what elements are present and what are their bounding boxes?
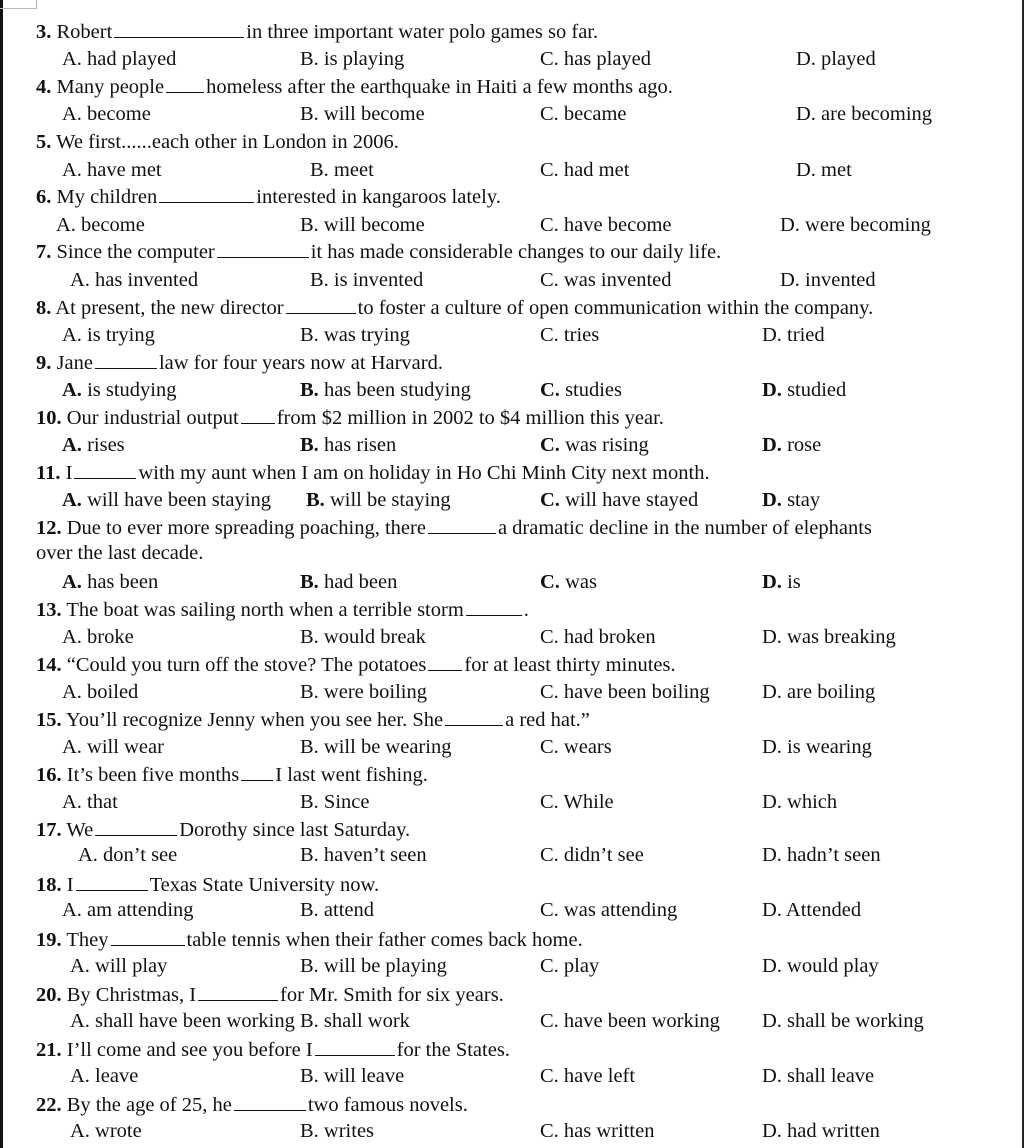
answer-option[interactable]: C. have been working: [540, 1010, 720, 1032]
answer-option[interactable]: A. leave: [70, 1065, 139, 1087]
stem-text-before: The boat was sailing north when a terrible storm: [66, 599, 464, 621]
answer-option[interactable]: D. are becoming: [796, 103, 933, 125]
question-number: 19.: [36, 929, 62, 951]
answer-option[interactable]: B. will become: [300, 214, 425, 236]
answer-option[interactable]: B. shall work: [300, 1010, 410, 1032]
option-text: stay: [781, 489, 821, 511]
question-number: 12.: [36, 517, 62, 539]
answer-blank[interactable]: [74, 461, 136, 479]
answer-option[interactable]: A. become: [56, 214, 145, 236]
answer-option[interactable]: A. boiled: [62, 681, 139, 703]
question-stem: [36, 818, 410, 842]
answer-option[interactable]: [306, 488, 451, 512]
answer-option[interactable]: [540, 433, 649, 457]
answer-option[interactable]: C. had met: [540, 159, 630, 181]
answer-option[interactable]: B. were boiling: [300, 681, 427, 703]
answer-blank[interactable]: [166, 75, 204, 93]
stem-text-before: Due to ever more spreading poaching, there: [66, 517, 426, 539]
option-text: has been studying: [318, 379, 471, 401]
question-stem: [36, 240, 721, 264]
answer-blank[interactable]: [217, 240, 309, 258]
option-letter: D.: [762, 489, 782, 511]
answer-option[interactable]: B. will be wearing: [300, 736, 452, 758]
stem-text-after: from $2 million in 2002 to $4 million this year.: [276, 407, 664, 429]
option-letter: D.: [762, 379, 782, 401]
answer-blank[interactable]: [95, 351, 157, 369]
stem-text-before: We: [66, 819, 94, 841]
question-stem: [36, 296, 873, 320]
option-text: will have stayed: [559, 489, 699, 511]
stem-text-after: homeless after the earthquake in Haiti a few months ago.: [206, 76, 673, 98]
option-letter: C.: [540, 434, 560, 456]
answer-option[interactable]: B. is playing: [300, 48, 405, 70]
stem-text-before: Jane: [56, 352, 93, 374]
answer-option[interactable]: [762, 570, 801, 594]
answer-option[interactable]: B. will leave: [300, 1065, 405, 1087]
answer-blank[interactable]: [286, 296, 356, 314]
question-stem: [36, 983, 504, 1007]
option-letter: B.: [300, 571, 319, 593]
answer-option[interactable]: A. broke: [62, 626, 134, 648]
option-letter: D.: [762, 434, 782, 456]
question-stem: [36, 351, 443, 375]
answer-option[interactable]: C. wears: [540, 736, 612, 758]
stem-text-before: By the age of 25, he: [66, 1094, 232, 1116]
answer-option[interactable]: [762, 488, 820, 512]
stem-text-before: Robert: [56, 21, 113, 43]
answer-option[interactable]: B. attend: [300, 899, 375, 921]
answer-option[interactable]: [540, 488, 698, 512]
option-text: has risen: [318, 434, 397, 456]
question-number: 15.: [36, 709, 62, 731]
answer-option[interactable]: B. meet: [310, 159, 374, 181]
stem-text-after: with my aunt when I am on holiday in Ho Chi Minh City next month.: [138, 462, 710, 484]
answer-option[interactable]: D. are boiling: [762, 681, 876, 703]
answer-option[interactable]: D. is wearing: [762, 736, 872, 758]
answer-option[interactable]: C. has played: [540, 48, 652, 70]
stem-text-before: Since the computer: [56, 241, 215, 263]
question-number: 22.: [36, 1094, 62, 1116]
option-text: was: [559, 571, 597, 593]
answer-option[interactable]: C. had broken: [540, 626, 656, 648]
question-stem: [36, 20, 598, 44]
stem-text-before: My children: [56, 186, 158, 208]
option-text: will have been staying: [81, 489, 271, 511]
answer-option[interactable]: [62, 570, 158, 594]
answer-option[interactable]: D. would play: [762, 955, 879, 977]
stem-text-before: Our industrial output: [66, 407, 239, 429]
answer-blank[interactable]: [428, 653, 462, 671]
answer-option[interactable]: B. Since: [300, 791, 370, 813]
answer-blank[interactable]: [315, 1038, 395, 1056]
answer-option[interactable]: D. invented: [780, 269, 876, 291]
question-stem: [36, 763, 428, 787]
stem-text-after: for the States.: [396, 1039, 510, 1061]
answer-option[interactable]: [762, 433, 821, 457]
answer-option[interactable]: B. would break: [300, 626, 426, 648]
answer-option[interactable]: C. didn’t see: [540, 844, 644, 866]
option-text: rises: [81, 434, 125, 456]
answer-blank[interactable]: [445, 708, 503, 726]
question-number: 7.: [36, 241, 52, 263]
answer-blank[interactable]: [114, 20, 244, 38]
stem-text-after: interested in kangaroos lately.: [256, 186, 501, 208]
answer-option[interactable]: C. became: [540, 103, 627, 125]
answer-option[interactable]: [762, 378, 846, 402]
stem-text-after: for Mr. Smith for six years.: [280, 984, 504, 1006]
answer-option[interactable]: D. was breaking: [762, 626, 896, 648]
question-number: 6.: [36, 186, 52, 208]
stem-text-before: “Could you turn off the stove? The potatoes: [66, 654, 427, 676]
stem-text-after: it has made considerable changes to our daily life.: [310, 241, 722, 263]
answer-blank[interactable]: [234, 1093, 306, 1111]
question-stem: [36, 653, 676, 677]
answer-option[interactable]: C. tries: [540, 324, 600, 346]
option-letter: C.: [540, 379, 560, 401]
stem-text-after: I last went fishing.: [275, 764, 428, 786]
question-stem: [36, 130, 399, 154]
answer-option[interactable]: A. wrote: [70, 1120, 142, 1142]
answer-option[interactable]: C. While: [540, 791, 614, 813]
stem-text-before: At present, the new director: [55, 297, 284, 319]
question-number: 20.: [36, 984, 62, 1006]
question-number: 13.: [36, 599, 62, 621]
answer-option[interactable]: [62, 488, 271, 512]
answer-option[interactable]: D. played: [796, 48, 876, 70]
answer-option[interactable]: A. will play: [70, 955, 168, 977]
answer-option[interactable]: C. has written: [540, 1120, 655, 1142]
answer-option[interactable]: D. shall be working: [762, 1010, 924, 1032]
answer-blank[interactable]: [95, 818, 177, 836]
option-letter: B.: [300, 379, 319, 401]
question-stem: [36, 516, 872, 540]
question-stem: [36, 1038, 510, 1062]
answer-option[interactable]: B. writes: [300, 1120, 375, 1142]
option-text: studied: [781, 379, 847, 401]
option-text: is studying: [81, 379, 177, 401]
answer-option[interactable]: D. had written: [762, 1120, 880, 1142]
option-letter: A.: [62, 571, 82, 593]
option-letter: A.: [62, 434, 82, 456]
question-number: 8.: [36, 297, 52, 319]
answer-option[interactable]: D. tried: [762, 324, 825, 346]
question-stem: [36, 708, 590, 732]
question-stem: [36, 406, 664, 430]
answer-option[interactable]: A. have met: [62, 159, 162, 181]
answer-option[interactable]: A. that: [62, 791, 118, 813]
question-number: 17.: [36, 819, 62, 841]
stem-text-before: I’ll come and see you before I: [66, 1039, 313, 1061]
option-letter: B.: [300, 434, 319, 456]
answer-option[interactable]: B. is invented: [310, 269, 424, 291]
answer-option[interactable]: C. was invented: [540, 269, 672, 291]
option-letter: C.: [540, 489, 560, 511]
option-text: rose: [781, 434, 822, 456]
answer-blank[interactable]: [111, 928, 185, 946]
stem-text-before: It’s been five months: [66, 764, 240, 786]
stem-text-after: two famous novels.: [307, 1094, 468, 1116]
answer-blank[interactable]: [159, 185, 254, 203]
answer-option[interactable]: C. have been boiling: [540, 681, 710, 703]
option-letter: D.: [762, 571, 782, 593]
answer-option[interactable]: D. which: [762, 791, 838, 813]
answer-option[interactable]: [62, 433, 125, 457]
option-text: will be staying: [324, 489, 451, 511]
answer-blank[interactable]: [241, 763, 273, 781]
answer-option[interactable]: C. have left: [540, 1065, 636, 1087]
question-stem: [36, 928, 583, 952]
stem-text-before: I: [66, 874, 74, 896]
question-number: 9.: [36, 352, 52, 374]
stem-text-after: in three important water polo games so far.: [246, 21, 599, 43]
stem-text-before: We first......each other in London in 2006.: [56, 131, 399, 153]
option-letter: A.: [62, 489, 82, 511]
option-text: studies: [559, 379, 623, 401]
answer-option[interactable]: [540, 570, 597, 594]
question-number: 3.: [36, 21, 52, 43]
answer-option[interactable]: C. was attending: [540, 899, 678, 921]
answer-option[interactable]: B. haven’t seen: [300, 844, 427, 866]
answer-option[interactable]: B. will be playing: [300, 955, 447, 977]
stem-text-before: You’ll recognize Jenny when you see her. She: [66, 709, 444, 731]
question-stem: [36, 1093, 468, 1117]
question-stem: [36, 185, 501, 209]
question-number: 16.: [36, 764, 62, 786]
stem-text-before: I: [65, 462, 73, 484]
question-number: 5.: [36, 131, 52, 153]
answer-blank[interactable]: [76, 873, 148, 891]
answer-option[interactable]: [300, 378, 471, 402]
answer-option[interactable]: D. hadn’t seen: [762, 844, 881, 866]
answer-option[interactable]: A. don’t see: [78, 844, 178, 866]
question-number: 21.: [36, 1039, 62, 1061]
answer-option[interactable]: [300, 570, 397, 594]
answer-option[interactable]: A. has invented: [70, 269, 199, 291]
answer-blank[interactable]: [466, 598, 522, 616]
question-number: 11.: [36, 462, 61, 484]
option-letter: B.: [306, 489, 325, 511]
answer-blank[interactable]: [428, 516, 496, 534]
question-stem: [36, 75, 673, 99]
stem-text-after: to foster a culture of open communication within the company.: [357, 297, 874, 319]
option-letter: A.: [62, 379, 82, 401]
answer-option[interactable]: [540, 378, 622, 402]
answer-option[interactable]: D. met: [796, 159, 852, 181]
stem-text-before: By Christmas, I: [66, 984, 197, 1006]
stem-text-after: a red hat.”: [505, 709, 590, 731]
stem-text-after: table tennis when their father comes back home.: [186, 929, 583, 951]
answer-option[interactable]: [300, 433, 396, 457]
answer-option[interactable]: A. will wear: [62, 736, 164, 758]
option-text: is: [781, 571, 801, 593]
question-number: 4.: [36, 76, 52, 98]
stem-text-after: for at least thirty minutes.: [464, 654, 676, 676]
stem-text-before: Many people: [56, 76, 165, 98]
option-letter: C.: [540, 571, 560, 593]
answer-option[interactable]: D. were becoming: [780, 214, 931, 236]
answer-option[interactable]: D. shall leave: [762, 1065, 875, 1087]
stem-text-after: Dorothy since last Saturday.: [179, 819, 411, 841]
answer-option[interactable]: B. was trying: [300, 324, 410, 346]
answer-option[interactable]: A. shall have been working: [70, 1010, 295, 1032]
answer-option[interactable]: A. am attending: [62, 899, 194, 921]
answer-option[interactable]: B. will become: [300, 103, 425, 125]
question-stem-continuation: over the last decade.: [36, 542, 204, 564]
answer-option[interactable]: A. become: [62, 103, 151, 125]
question-number: 10.: [36, 407, 62, 429]
option-text: had been: [318, 571, 398, 593]
question-stem: [36, 461, 710, 485]
question-stem: [36, 598, 529, 622]
stem-text-after: a dramatic decline in the number of elephants: [497, 517, 872, 539]
answer-option[interactable]: C. have become: [540, 214, 672, 236]
answer-option[interactable]: C. play: [540, 955, 600, 977]
stem-text-after: law for four years now at Harvard.: [158, 352, 443, 374]
answer-blank[interactable]: [241, 406, 275, 424]
option-text: has been: [81, 571, 159, 593]
stem-text-before: They: [66, 929, 109, 951]
answer-option[interactable]: [62, 378, 176, 402]
answer-option[interactable]: A. is trying: [62, 324, 155, 346]
stem-text-after: .: [523, 599, 529, 621]
question-number: 18.: [36, 874, 62, 896]
question-number: 14.: [36, 654, 62, 676]
answer-option[interactable]: A. had played: [62, 48, 177, 70]
answer-option[interactable]: D. Attended: [762, 899, 862, 921]
answer-blank[interactable]: [198, 983, 278, 1001]
question-stem: [36, 873, 379, 897]
option-text: was rising: [559, 434, 649, 456]
stem-text-after: Texas State University now.: [149, 874, 380, 896]
